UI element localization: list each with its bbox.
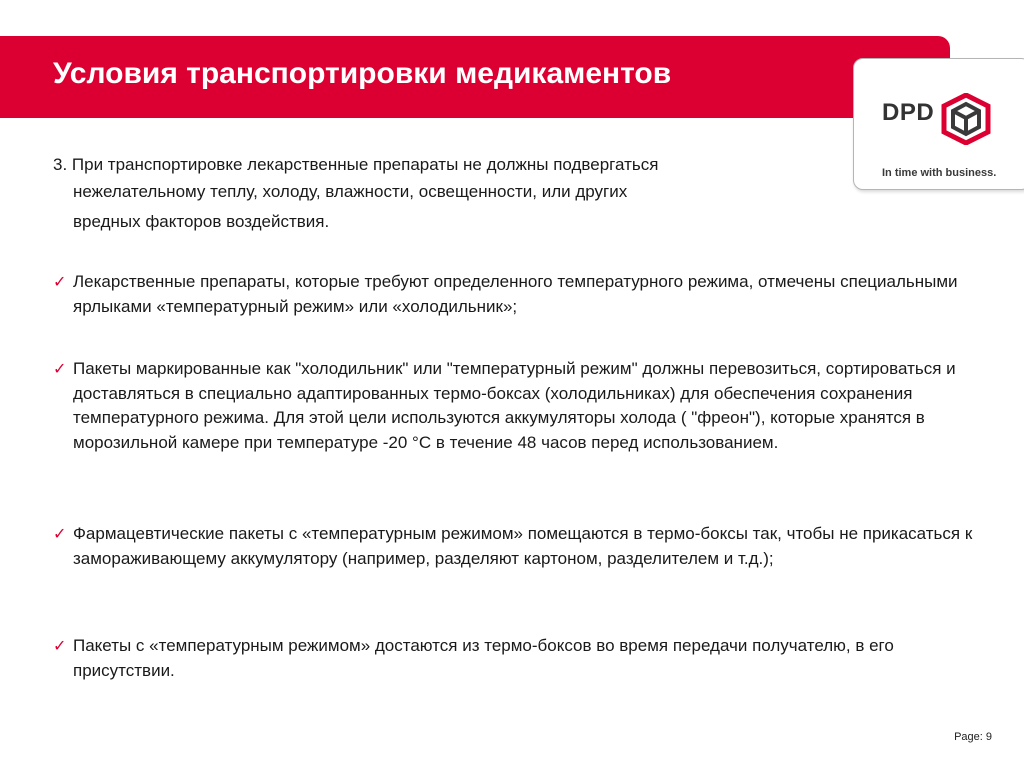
bullet-text: Лекарственные препараты, которые требуют определенного температурного режима, отмечены специальными ярлыками «температурный режим» или «холодильник»;: [73, 272, 958, 316]
intro-line-1: 3. При транспортировке лекарственные препараты не должны подвергаться: [53, 155, 659, 174]
checkmark-icon: ✓: [53, 524, 67, 543]
intro-line-3: вредных факторов воздействия.: [73, 212, 330, 231]
intro-paragraph: [53, 151, 843, 235]
bullet-text: Пакеты с «температурным режимом» достаются из термо-боксов во время передачи получателю, в его присутствии.: [73, 636, 894, 680]
bullet-item: [53, 634, 983, 683]
dpd-logo: [853, 58, 1024, 190]
bullet-item: [53, 357, 983, 455]
checkmark-icon: ✓: [53, 272, 67, 291]
title-bar: [0, 36, 950, 118]
bullet-text: Пакеты маркированные как "холодильник" или "температурный режим" должны перевозиться, сортироваться и доставляться в специально адаптированных термо-боксах (холодильниках) для обеспечения сохранения температурного режима. Для этой цели используются аккумуляторы холода ( "фреон"), которые хранятся в морозильной камере при температуре -20 °C в течение 48 часов перед использованием.: [73, 359, 956, 452]
bullet-item: [53, 522, 983, 571]
logo-brand-text: DPD: [882, 99, 935, 126]
bullet-item: [53, 270, 983, 319]
checkmark-icon: ✓: [53, 359, 67, 378]
intro-line-2: нежелательному теплу, холоду, влажности, освещенности, или других: [73, 182, 628, 201]
dpd-cube-icon: [941, 93, 991, 145]
checkmark-icon: ✓: [53, 636, 67, 655]
logo-tagline: In time with business.: [882, 167, 997, 179]
page-title: Условия транспортировки медикаментов: [53, 57, 672, 90]
bullet-text: Фармацевтические пакеты с «температурным режимом» помещаются в термо-боксы так, чтобы не прикасаться к замораживающему аккумулятору (например, разделяют картоном, разделителем и т.д.);: [73, 524, 973, 568]
page-number: Page: 9: [954, 731, 992, 743]
